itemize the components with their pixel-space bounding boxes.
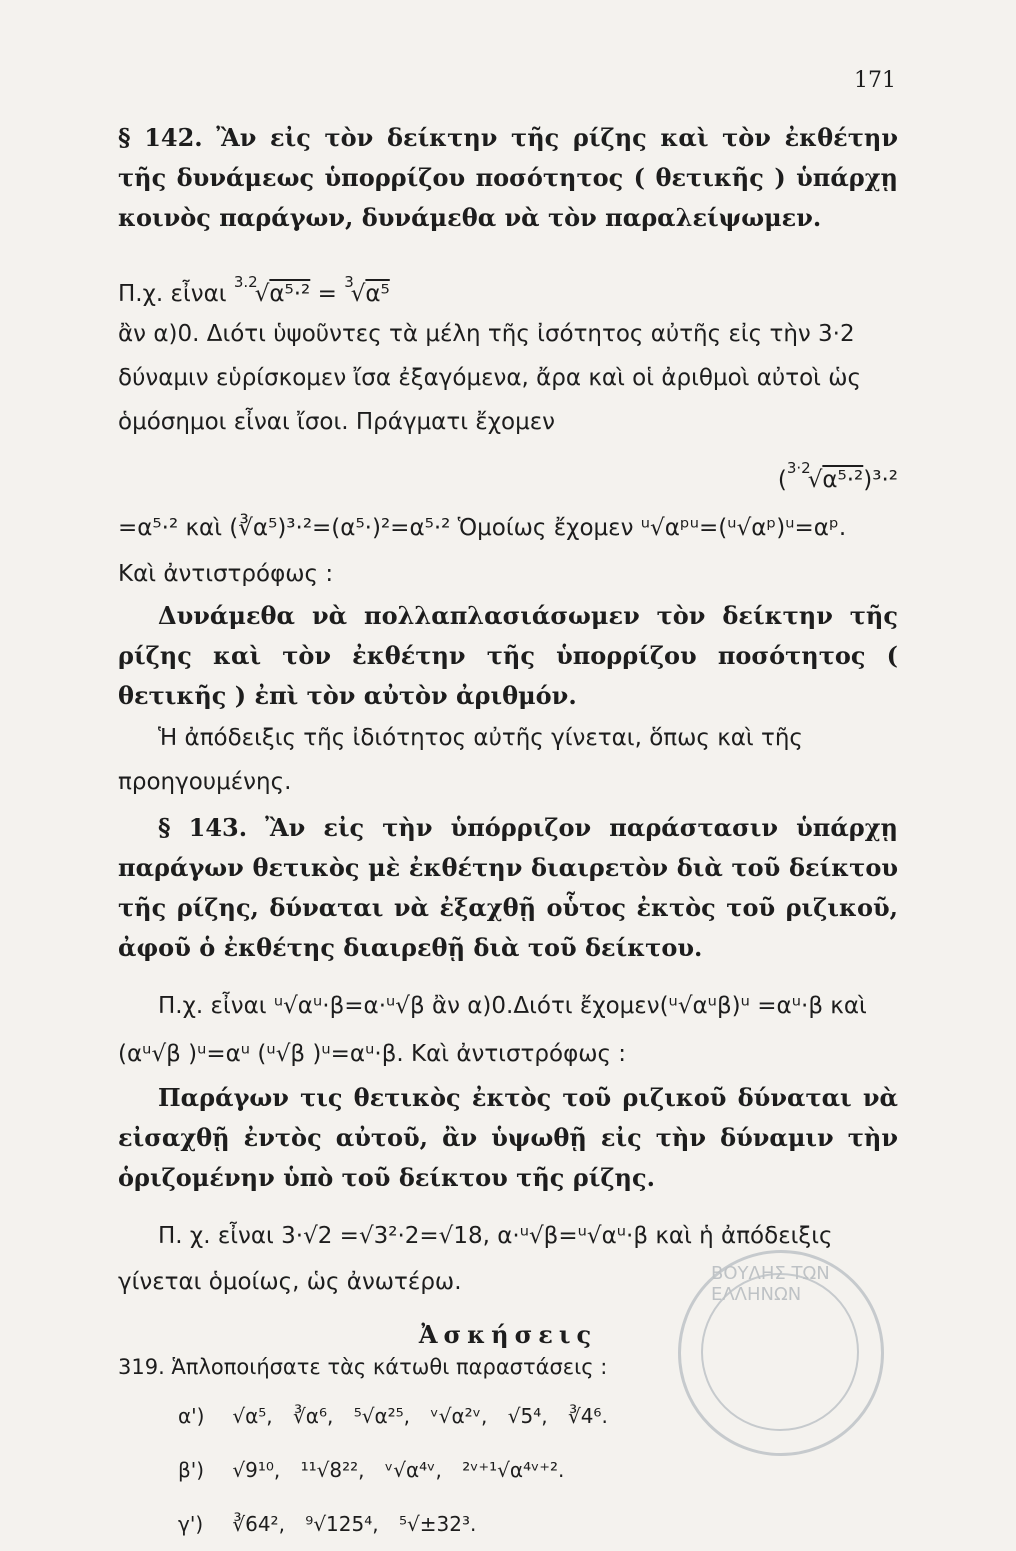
section-143-example-3: Π. χ. εἶναι 3·√2 =√3²·2=√18, α·ᵘ√β=ᵘ√αᵘ·β καὶ ἡ ἀπόδειξις bbox=[158, 1223, 833, 1249]
converse-label-1: Καὶ ἀντιστρόφως : bbox=[118, 561, 334, 587]
library-stamp bbox=[678, 1250, 884, 1456]
exercise-item: ∛4⁶. bbox=[567, 1404, 608, 1428]
exercise-item: ¹¹√8²², bbox=[300, 1458, 365, 1482]
exercises-heading: Ἀσκήσεις bbox=[418, 1320, 598, 1349]
section-142-identity-1: ($^{3\cdot 2}$√α⁵·²)³·² bbox=[777, 459, 898, 493]
exercise-item: ⁵√±32³. bbox=[398, 1512, 477, 1536]
exercise-item: ⁵√α²⁵, bbox=[353, 1404, 411, 1428]
section-143-example-2: (αᵘ√β )ᵘ=αᵘ (ᵘ√β )ᵘ=αᵘ·β. Καὶ ἀντιστρόφως : bbox=[118, 1041, 627, 1067]
section-142-example: Π.χ. εἶναι $^{3.2}$√α⁵·² = $^3$√α⁵ bbox=[118, 273, 390, 307]
library-stamp-text: ΒΟΥΛΗΣ ΤΩΝ ΕΛΛΗΝΩΝ bbox=[711, 1263, 830, 1305]
exercise-319-title: 319. Ἁπλοποιήσατε τὰς κάτωθι παραστάσεις : bbox=[118, 1355, 608, 1379]
exercise-row-label: β') bbox=[178, 1458, 205, 1482]
exercise-item: ᵛ√α⁴ᵛ, bbox=[384, 1458, 442, 1482]
section-142-rule: Δυνάμεθα νὰ πολλαπλασιάσωμεν τὸν δείκτην τῆς ρίζης καὶ τὸν ἐκθέτην τῆς ὑπορρίζου ποσότητος ( θετικῆς ) ἐπὶ τὸν αὐτὸν ἀριθμόν. bbox=[118, 601, 898, 710]
section-142-example-text: ἂν α)0. Διότι ὑψοῦντες τὰ μέλη τῆς ἰσότητος αὐτῆς εἰς τὴν 3·2 δύναμιν εὑρίσκομεν ἴσα ἐξαγόμενα, ἄρα καὶ οἱ ἀριθμοὶ αὐτοὶ ὡς ὁμόσημοι εἶναι ἴσοι. Πράγματι ἔχομεν bbox=[118, 321, 862, 435]
exercise-item: ∛64², bbox=[232, 1512, 285, 1536]
exercise-item: ²ᵛ⁺¹√α⁴ᵛ⁺². bbox=[462, 1458, 565, 1482]
section-143-rule: Παράγων τις θετικὸς ἐκτὸς τοῦ ριζικοῦ δύναται νὰ εἰσαχθῇ ἐντὸς αὐτοῦ, ἂν ὑψωθῇ εἰς τὴν δύναμιν τὴν ὁριζομένην ὑπὸ τοῦ δείκτου τῆς ρίζης. bbox=[118, 1083, 898, 1192]
exercise-item: ᵛ√α²ᵛ, bbox=[430, 1404, 488, 1428]
page-number: 171 bbox=[854, 68, 896, 93]
exercise-row-label: α') bbox=[178, 1404, 205, 1428]
section-143-example-4: γίνεται ὁμοίως, ὡς ἀνωτέρω. bbox=[118, 1269, 462, 1295]
exercise-item: √5⁴, bbox=[507, 1404, 548, 1428]
exercise-item: √α⁵, bbox=[232, 1404, 273, 1428]
exercise-item: ⁹√125⁴, bbox=[305, 1512, 379, 1536]
section-142-statement: § 142. Ἂν εἰς τὸν δείκτην τῆς ρίζης καὶ τὸν ἐκθέτην τῆς δυνάμεως ὑπορρίζου ποσότητος ( θετικῆς ) ὑπάρχῃ κοινὸς παράγων, δυνάμεθα νὰ τὸν παραλείψωμεν. bbox=[118, 123, 898, 232]
exercise-item: √9¹⁰, bbox=[232, 1458, 281, 1482]
section-142-proof-note: Ἡ ἀπόδειξις τῆς ἰδιότητος αὐτῆς γίνεται, ὅπως καὶ τῆς προηγουμένης. bbox=[118, 725, 803, 795]
section-143-statement: § 143. Ἂν εἰς τὴν ὑπόρριζον παράστασιν ὑπάρχῃ παράγων θετικὸς μὲ ἐκθέτην διαιρετὸν διὰ τοῦ δείκτου τῆς ρίζης, δύναται νὰ ἐξαχθῇ οὗτος ἐκτὸς τοῦ ριζικοῦ, ἀφοῦ ὁ ἐκθέτης διαιρεθῇ διὰ τοῦ δείκτου. bbox=[118, 813, 898, 962]
section-142-identity-2: =α⁵·² καὶ (∛α⁵)³·²=(α⁵·)²=α⁵·² Ὁμοίως ἔχομεν ᵘ√αᵖᵘ=(ᵘ√αᵖ)ᵘ=αᵖ. bbox=[118, 515, 847, 541]
exercise-item: ∛α⁶, bbox=[293, 1404, 334, 1428]
exercise-row-label: γ') bbox=[178, 1512, 204, 1536]
section-143-example-1: Π.χ. εἶναι ᵘ√αᵘ·β=α·ᵘ√β ἂν α)0.Διότι ἔχομεν(ᵘ√αᵘβ)ᵘ =αᵘ·β καὶ bbox=[158, 993, 867, 1019]
exercise-row-c bbox=[178, 1497, 898, 1551]
